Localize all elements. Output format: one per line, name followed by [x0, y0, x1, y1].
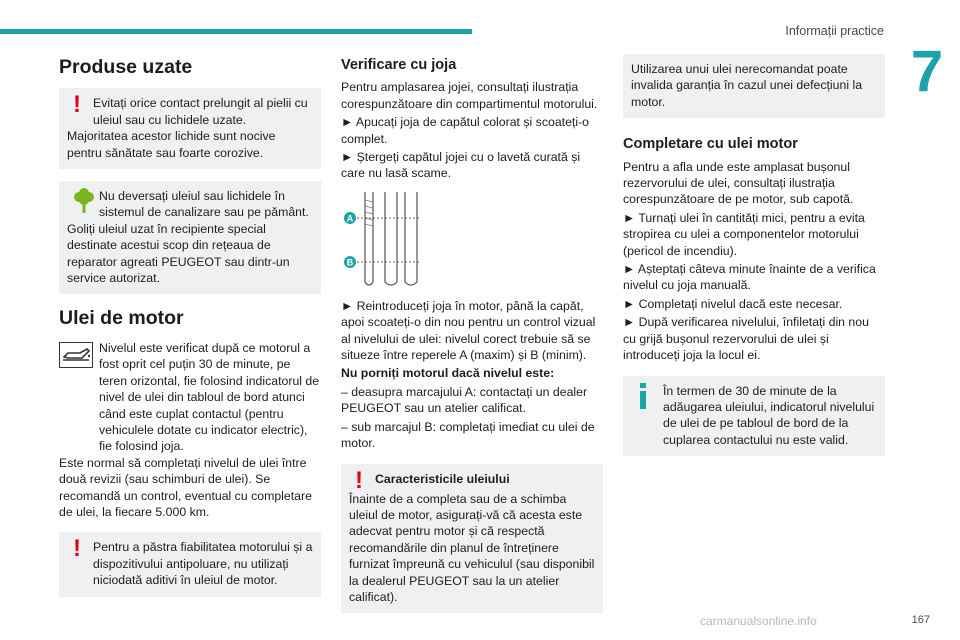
eco-text-body: Goliți uleiul uzat în recipiente special destinate acestui scop din rețeaua de reparator agreati PEUGEOT sau dintr-un service autorizat. [67, 221, 290, 286]
heading-verificare-cu-joja: Verificare cu joja [341, 57, 457, 73]
marker-b-label: B [346, 257, 354, 268]
warning-box-additives [59, 532, 321, 596]
warranty-text: Utilizarea unui ulei nerecomandat poate invalida garanția în cazul unei defecțiuni la motor. [631, 62, 863, 109]
step-wipe-dipstick: ► Ștergeți capătul jojei cu o lavetă curată și care nu lasă scame. [341, 150, 581, 181]
warning-text-head: Evitați orice contact prelungit al pielii cu uleiul sau cu lichidele uzate. [93, 96, 308, 127]
column-2 [341, 48, 603, 625]
eco-tree-icon [73, 188, 93, 218]
warning-box-oil-specs [341, 464, 603, 614]
section-title: Informații practice [785, 24, 884, 38]
step-pour-oil: ► Turnați ulei în cantități mici, pentru a evita stropirea cu ulei a componentelor motorului (pericol de incendiu). [623, 210, 865, 258]
info-box-indicator [623, 376, 885, 457]
eco-text-head: Nu deversați uleiul sau lichidele în sistemul de canalizare sau pe pământ. [99, 189, 309, 220]
column-1 [59, 48, 321, 609]
step-wait-minutes: ► Așteptați câteva minute înainte de a verifica nivelul cu joja manuală. [623, 262, 876, 293]
indicator-invalid-text: În termen de 30 de minute de la adăugarea uleiului, indicatorul nivelului de ulei de pe tabloul de bord de la cuplarea contactului nu este valid. [663, 383, 875, 447]
heading-produse-uzate: Produse uzate [59, 56, 193, 78]
step-reinsert-dipstick: ► Reintroduceți joja în motor, până la capăt, apoi scoateți-o din nou pentru un control vizual al nivelului de ulei: nivelul corect trebuie să se situeze între reperele A (maxim) și B (minim). [341, 298, 596, 363]
step-refit-cap: ► După verificarea nivelului, înfiletați din nou cu grijă bușonul rezervorului de ulei și introduceți joja la locul ei. [623, 315, 869, 363]
oil-can-icon [59, 342, 93, 368]
warning-exclamation-icon: ! [73, 91, 81, 119]
oil-level-text: Nivelul este verificat după ce motorul a fost oprit cel puțin 30 de minute, pe teren orizontal, fie folosind indicatorul de nivel de ulei din tabloul de bord atunci când este cuplat contactul (pentru vehiculele dotate cu indicator electric), fie folosind joja. [99, 340, 320, 454]
heading-completare-ulei: Completare cu ulei motor [623, 136, 798, 153]
header-accent-bar [0, 29, 472, 34]
dipstick-location-text: Pentru amplasarea jojei, consultați ilustrația corespunzătoare din compartimentul motorului. [341, 80, 598, 111]
filler-cap-location-text: Pentru a afla unde este amplasat bușonul rezervorului de ulei, consultați ilustrația corespunzătoare de pe motor, sub capotă. [623, 159, 854, 207]
heading-ulei-de-motor: Ulei de motor [59, 307, 184, 330]
watermark: carmanualsonline.info [700, 614, 817, 628]
additives-text: Pentru a păstra fiabilitatea motorului și a dispozitivului antipoluare, nu utilizați niciodată aditivi în uleiul de motor. [93, 540, 313, 588]
step-remove-dipstick: ► Apucați joja de capătul colorat și scoateți-o complet. [341, 115, 589, 146]
oil-specs-body: Înainte de a completa sau de a schimba uleiul de motor, asigurați-vă că acesta este adecvat pentru motor și că respectă recomandările din planul de întreținere furnizat împreună cu vehiculul (sau disponibil la dealerul PEUGEOT sau la un atelier calificat). [349, 491, 595, 604]
chapter-number: 7 [894, 39, 960, 105]
warning-text-body: Majoritatea acestor lichide sunt nocive pentru sănătate sau foarte corozive. [67, 129, 276, 160]
page-number: 167 [911, 614, 930, 626]
note-box-warranty [623, 54, 885, 118]
column-3 [623, 48, 885, 468]
oil-refill-text: Este normal să completați nivelul de ulei între două revizii (sau schimburi de ulei). Se recomandă un control, eventual cu completare de ulei, la fiecare 5.000 km. [59, 455, 312, 519]
step-top-up: ► Completați nivelul dacă este necesar. [623, 296, 843, 311]
warning-exclamation-icon: ! [73, 535, 81, 563]
above-mark-a-text: – deasupra marcajului A: contactați un dealer PEUGEOT sau un atelier calificat. [341, 384, 588, 416]
do-not-start-text: Nu porniți motorul dacă nivelul este: [341, 366, 555, 381]
warning-exclamation-icon: ! [355, 466, 363, 494]
info-icon [637, 383, 657, 413]
oil-specs-title: Caracteristicile uleiului [375, 471, 510, 486]
below-mark-b-text: – sub marcajul B: completați imediat cu ulei de motor. [341, 419, 595, 451]
dipstick-illustration [341, 190, 461, 290]
warning-box-skin [59, 88, 321, 169]
marker-a-label: A [346, 213, 354, 224]
eco-box [59, 181, 321, 294]
